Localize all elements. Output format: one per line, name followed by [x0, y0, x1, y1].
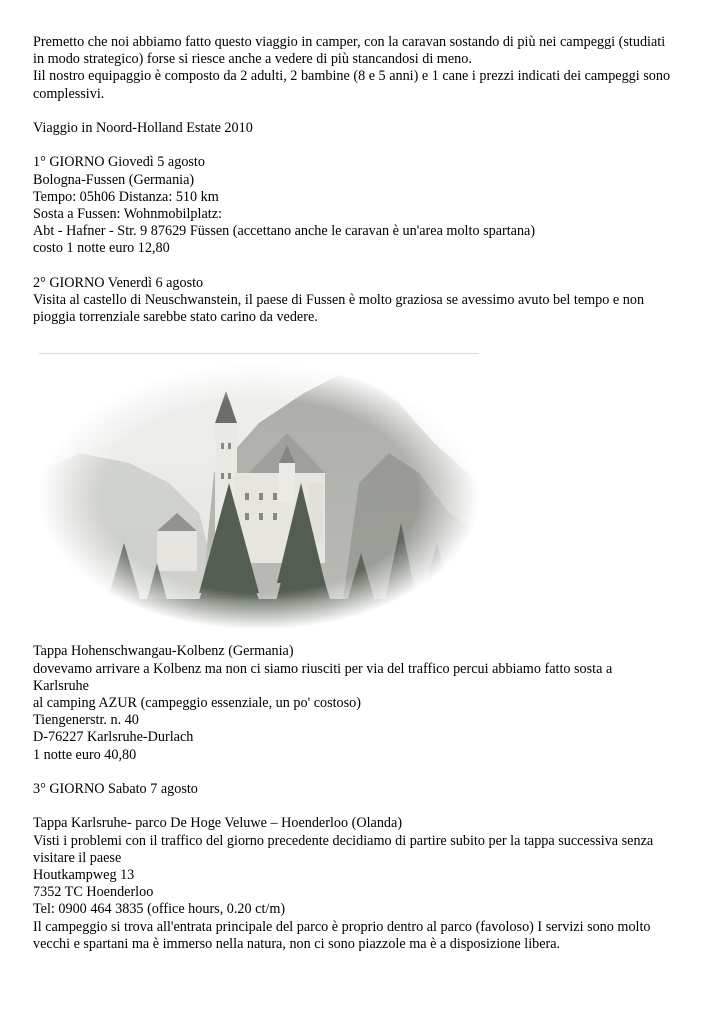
stage2-section [33, 815, 693, 953]
stage2-text: Visti i problemi con il traffico del giorno precedente decidiamo di partire subito per la tappa successiva senza [33, 832, 654, 849]
stage2-street: Houtkampweg 13 [33, 867, 135, 884]
day1-section [33, 154, 693, 257]
stage1-section [33, 643, 693, 763]
stage2-text: visitare il paese [33, 849, 122, 866]
intro-line: in modo strategico) forse si riesce anche a vedere di più stancandosi di meno. [33, 51, 472, 68]
intro-line: complessivi. [33, 85, 105, 102]
day2-heading: 2° GIORNO Venerdì 6 agosto [33, 274, 204, 291]
castle-photo [39, 353, 479, 629]
day1-heading: 1° GIORNO Giovedì 5 agosto [33, 154, 205, 171]
stage1-heading: Tappa Hohenschwangau-Kolbenz (Germania) [33, 643, 294, 660]
intro-paragraph [33, 34, 693, 103]
day1-cost: costo 1 notte euro 12,80 [33, 240, 170, 257]
intro-line: Iil nostro equipaggio è composto da 2 adulti, 2 bambine (8 e 5 anni) e 1 cane i prezzi indicati dei campeggi sono [33, 68, 671, 85]
day3-section [33, 781, 693, 798]
stage1-street: Tiengenerstr. n. 40 [33, 712, 139, 729]
day1-route: Bologna-Fussen (Germania) [33, 171, 195, 188]
day3-heading: 3° GIORNO Sabato 7 agosto [33, 781, 198, 798]
stage2-city: 7352 TC Hoenderloo [33, 884, 154, 901]
day1-address: Abt - Hafner - Str. 9 87629 Füssen (accettano anche le caravan è un'area molto spartana) [33, 223, 536, 240]
photo-divider [39, 353, 479, 354]
stage2-phone: Tel: 0900 464 3835 (office hours, 0.20 ct/m) [33, 901, 286, 918]
stage1-text: dovevamo arrivare a Kolbenz ma non ci siamo riusciti per via del traffico percui abbiamo fatto sosta a [33, 660, 613, 677]
document-title [33, 120, 693, 137]
intro-line: Premetto che noi abbiamo fatto questo viaggio in camper, con la caravan sostando di più nei campeggi (studiati [33, 34, 666, 50]
title-text: Viaggio in Noord-Holland Estate 2010 [33, 120, 253, 136]
castle-photo-image [39, 363, 479, 629]
day1-time-distance: Tempo: 05h06 Distanza: 510 km [33, 188, 219, 205]
day2-text: pioggia torrenziale sarebbe stato carino da vedere. [33, 309, 318, 326]
stage1-text: Karlsruhe [33, 677, 89, 694]
stage1-cost: 1 notte euro 40,80 [33, 746, 137, 763]
day1-stop: Sosta a Fussen: Wohnmobilplatz: [33, 206, 222, 222]
day2-section [33, 275, 693, 327]
stage2-description: Il campeggio si trova all'entrata principale del parco è proprio dentro al parco (favoloso) I servizi sono molto [33, 918, 651, 935]
day2-text: Visita al castello di Neuschwanstein, il paese di Fussen è molto graziosa se avessimo avuto bel tempo e non [33, 292, 645, 308]
stage1-camping: al camping AZUR (campeggio essenziale, un po' costoso) [33, 695, 361, 712]
document-page [33, 34, 693, 970]
stage2-heading: Tappa Karlsruhe- parco De Hoge Veluwe – Hoenderloo (Olanda) [33, 815, 403, 832]
stage1-city: D-76227 Karlsruhe-Durlach [33, 729, 194, 746]
stage2-description: vecchi e spartani ma è immerso nella natura, non ci sono piazzole ma è a disposizione libera. [33, 935, 561, 952]
